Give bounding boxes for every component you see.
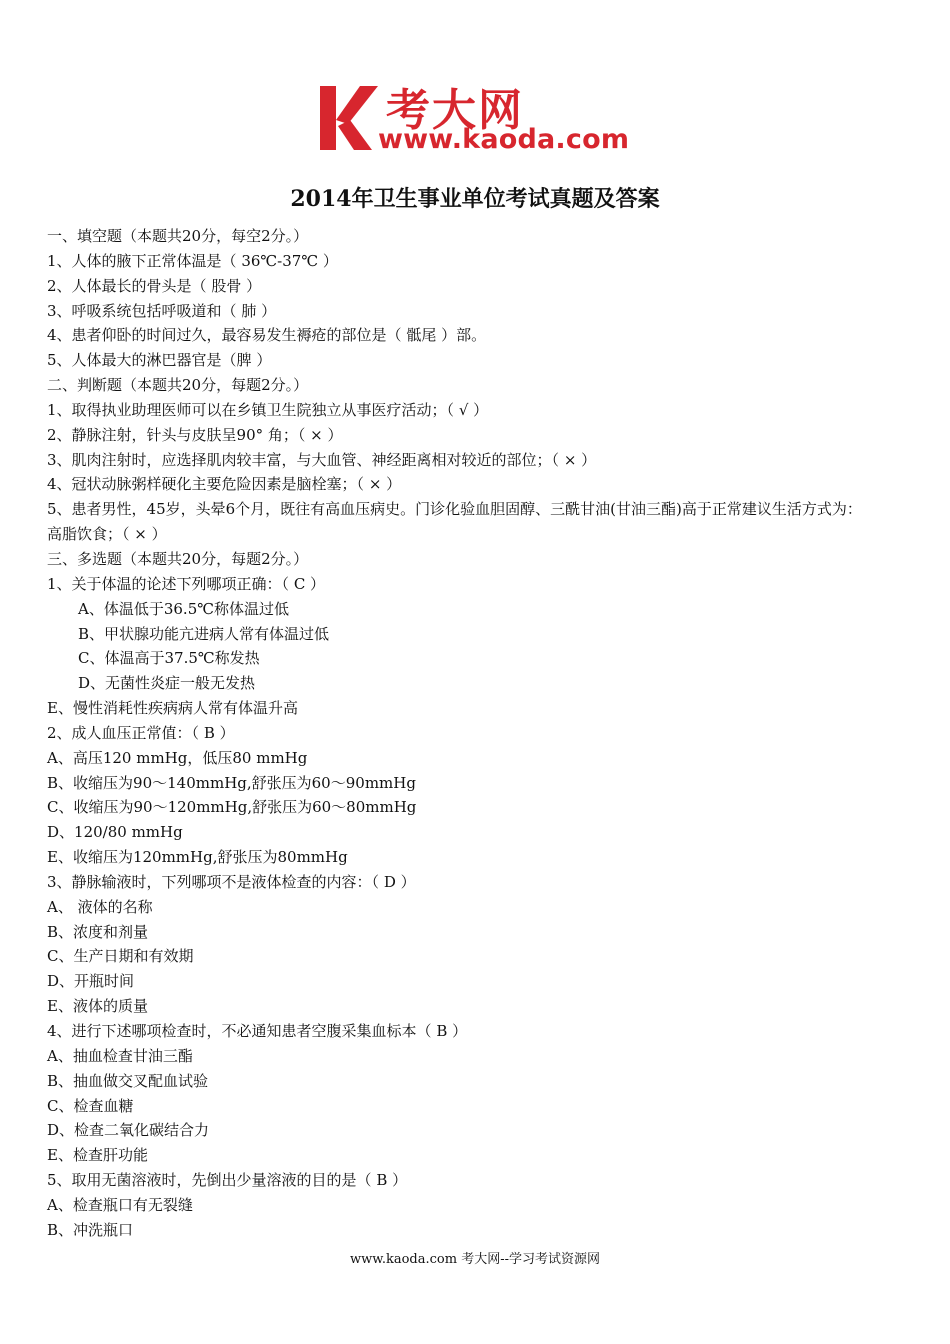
text-line: 3、静脉输液时，下列哪项不是液体检查的内容：（ D ） (47, 872, 416, 891)
text-line: 2、静脉注射，针头与皮肤呈90° 角；（ × ） (47, 425, 343, 444)
logo-chinese-text: 考大网 (386, 85, 524, 136)
text-line: 2、成人血压正常值：（ B ） (47, 723, 235, 742)
text-line: 3、肌肉注射时，应选择肌肉较丰富，与大血管、神经距离相对较近的部位；（ × ） (47, 450, 597, 469)
text-line: A、检查瓶口有无裂缝 (47, 1195, 193, 1214)
text-line: B、甲状腺功能亢进病人常有体温过低 (78, 624, 330, 643)
text-line: E、收缩压为120mmHg,舒张压为80mmHg (47, 848, 348, 867)
text-line: 5、取用无菌溶液时，先倒出少量溶液的目的是（ B ） (47, 1171, 408, 1190)
text-line: A、抽血检查甘油三酯 (47, 1046, 193, 1065)
k-logo-icon (318, 82, 380, 154)
document-body (47, 224, 927, 1243)
page-footer: www.kaoda.com 考大网--学习考试资源网 (350, 1252, 600, 1267)
text-line: B、冲洗瓶口 (47, 1220, 134, 1239)
text-line: E、液体的质量 (47, 997, 148, 1016)
text-line: 3、呼吸系统包括呼吸道和（ 肺 ） (47, 301, 277, 320)
text-line: E、检查肝功能 (47, 1146, 148, 1165)
text-line: A、 液体的名称 (47, 897, 153, 916)
text-line: D、检查二氧化碳结合力 (47, 1121, 210, 1140)
text-line: A、体温低于36.5℃称体温过低 (78, 599, 290, 618)
text-line: 4、冠状动脉粥样硬化主要危险因素是脑栓塞；（ × ） (47, 475, 402, 494)
text-line: 二、判断题（本题共20分，每题2分。） (47, 376, 309, 395)
text-line: B、抽血做交叉配血试验 (47, 1071, 209, 1090)
text-line: 高脂饮食；（ × ） (47, 525, 167, 544)
text-line: 一、填空题（本题共20分，每空2分。） (47, 227, 309, 245)
text-line: A、高压120 mmHg，低压80 mmHg (47, 748, 308, 767)
text-line: 5、患者男性，45岁，头晕6个月，既往有高血压病史。门诊化验血胆固醇、三酰甘油(甘油三酯)高于正常建议生活方式为： (47, 500, 862, 519)
text-line: 5、人体最大的淋巴器官是（脾 ） (47, 351, 272, 370)
text-line: 4、进行下述哪项检查时，不必通知患者空腹采集血标本（ B ） (47, 1022, 468, 1040)
text-line: 1、关于体温的论述下列哪项正确：（ C ） (47, 574, 326, 593)
text-line: C、收缩压为90～120mmHg,舒张压为60～80mmHg (47, 798, 417, 817)
logo-url-text: www.kaoda.com (378, 124, 630, 155)
text-line: C、生产日期和有效期 (47, 947, 194, 966)
text-line: D、120/80 mmHg (47, 823, 183, 842)
text-line: 4、患者仰卧的时间过久，最容易发生褥疮的部位是（ 骶尾 ）部。 (47, 326, 487, 345)
text-line: 三、多选题（本题共20分，每题2分。） (47, 549, 309, 568)
text-line: E、慢性消耗性疾病病人常有体温升高 (47, 699, 298, 718)
text-line: B、收缩压为90～140mmHg,舒张压为60～90mmHg (47, 773, 416, 792)
text-line: D、无菌性炎症一般无发热 (78, 674, 256, 693)
text-line: C、体温高于37.5℃称发热 (78, 649, 260, 668)
text-line: 1、人体的腋下正常体温是（ 36℃-37℃ ） (47, 251, 338, 270)
text-line: B、浓度和剂量 (47, 922, 149, 941)
text-line: D、开瓶时间 (47, 972, 135, 991)
text-line: 2、人体最长的骨头是（ 股骨 ） (47, 276, 262, 295)
kaoda-logo (318, 78, 638, 160)
text-line: C、检查血糖 (47, 1096, 134, 1115)
document-title: 2014年卫生事业单位考试真题及答案 (290, 186, 660, 212)
text-line: 1、取得执业助理医师可以在乡镇卫生院独立从事医疗活动；（ √ ） (47, 400, 489, 419)
